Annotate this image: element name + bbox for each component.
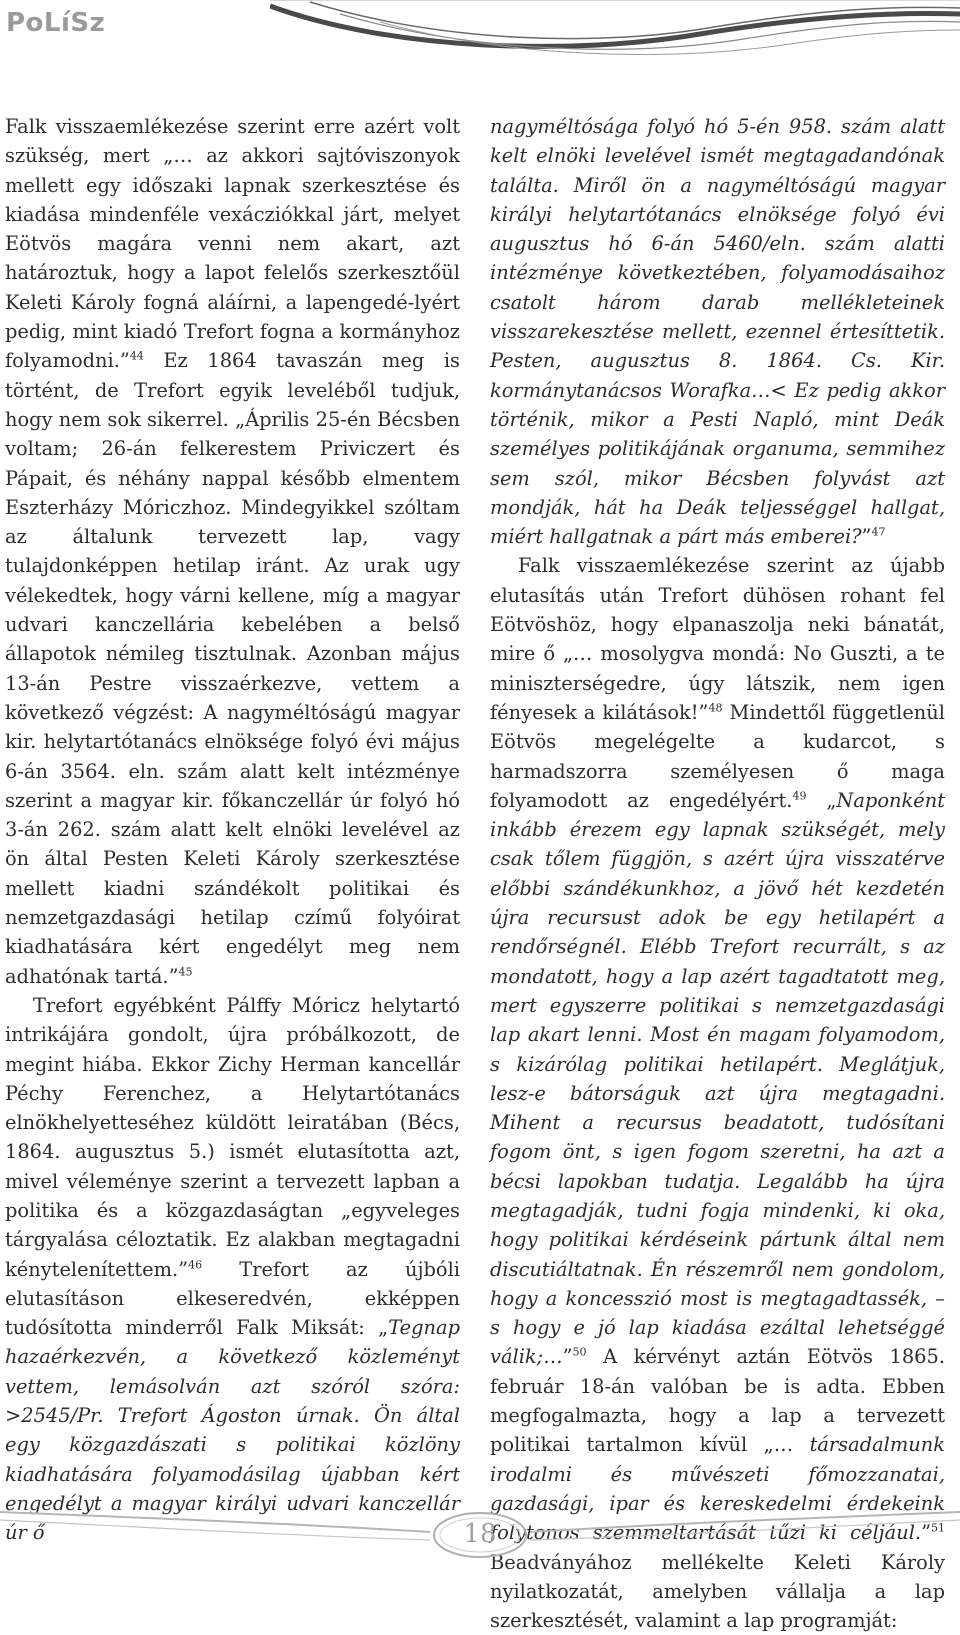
- text-run: Falk visszaemlékezése szerint erre azért volt szükség, mert „… az akkori sajtóviszonyok mellett egy időszaki lapnak szerkesztése és kiadása mindenféle vexácziókkal járt, melyet Eötvös magára venni nem akart, azt határoztuk, hogy a lapot felelős szerkesztőül Keleti Károly fogná aláírni, a lapengedé-lyért pedig, mint kiadó Trefort fogna a kormányhoz folyamodni.”: [5, 115, 460, 373]
- paragraph: [490, 112, 945, 551]
- footnote-ref: 51: [931, 1521, 945, 1535]
- text-run: Falk visszaemlékezése szerint az újabb elutasítás után Trefort dühösen rohant fel Eötvöshöz, hogy elpanaszolja neki bánatát, mire ő „… mosolygva mondá: No Guszti, a te miniszterségedre, úgy látszik, nem igen fényesek a kilátások!”: [490, 554, 945, 724]
- journal-logo: PoLíSz: [6, 8, 106, 38]
- italic-quote: Tegnap hazaérkezvén, a következő közleményt vettem, lemásolván azt szóról szóra: >2545/Pr. Trefort Ágoston úrnak. Ön által egy közgazdászati s politikai közlöny kiadhatására folyamodásilag újabban kért engedélyt a magyar királyi udvari kanczellár úr ő: [5, 1316, 460, 1545]
- footnote-ref: 44: [129, 349, 144, 363]
- paragraph: [5, 112, 460, 991]
- footnote-ref: 46: [188, 1258, 203, 1272]
- footnote-ref: 47: [871, 525, 886, 539]
- italic-quote: társadalmunk irodalmi és művészeti főmozzanatai, gazdasági, ipar és kereskedelmi érdekeink folytonos szemmeltartását tűzi ki céljául.: [490, 1433, 945, 1545]
- footnote-ref: 45: [178, 965, 193, 979]
- text-run: ”: [921, 1521, 931, 1545]
- header-swoosh-ornament: [270, 0, 960, 70]
- footnote-ref: 48: [708, 701, 723, 715]
- left-column: [5, 112, 460, 1548]
- right-column: [490, 112, 945, 1635]
- text-run: Ez 1864 tavaszán meg is történt, de Trefort egyik leveléből tudjuk, hogy nem sok sikerrel. „Április 25-én Bécsben voltam; 26-án felkerestem Priviczert és Pápait, és néhány nappal később elmentem Eszterházy Móriczhoz. Mindegyikkel szóltam az általunk tervezett lap, vagy tulajdonképpen hetilap iránt. Az urak ugy vélekedtek, hogy várni kellene, míg a magyar udvari kanczellária kebelében a belső állapotok némileg tisztulnak. Azonban május 13-án Pestre visszaérkezve, vettem a következő végzést: A nagyméltóságú magyar kir. helytartótanács elnöksége folyó évi május 6-án 3564. eln. szám alatt kelt intézménye szerint a magyar kir. főkanczellár úr folyó hó 3-án 262. szám alatt kelt elnöki levelével az ön által Pesten Keleti Károly szerkesztése mellett kiadni szándékolt politikai és nemzetgazdasági hetilap czímű folyóirat kiadhatására kért engedélyt meg nem adhatónak tartá.”: [5, 349, 460, 988]
- masthead: [0, 0, 960, 70]
- paragraph: [5, 991, 460, 1548]
- text-run: Mindettől függetlenül Eötvös megelégelte a kudarcot, s harmadszorra személyesen ő maga folyamodott az engedélyért.: [490, 700, 945, 812]
- text-run: „: [806, 788, 837, 812]
- text-run: A kérvényt aztán Eötvös 1865. február 18-án valóban be is adta. Ebben megfogalmazta, hogy a lap a tervezett politikai tartalmon kívül „…: [490, 1345, 945, 1457]
- text-run: Beadványához mellékelte Keleti Károly nyilatkozatát, amelyben vállalja a lap szerkesztését, valamint a lap programját:: [490, 1550, 945, 1633]
- paragraph: [490, 551, 945, 1635]
- text-run: Trefort egyébként Pálffy Móricz helytartó intrikájára gondolt, újra próbálkozott, de megint hiába. Ekkor Zichy Herman kancellár Péchy Ferenchez, a Helytartótanács elnökhelyetteséhez küldött leiratában (Bécs, 1864. augusztus 5.) ismét elutasította azt, mivel véleménye szerint a tervezett lapban a politika és a közgazdaságtan „egyveleges tárgyalása céloztatik. Ez alakban megtagadni kénytelenítettem.”: [5, 993, 460, 1281]
- italic-quote: nagyméltósága folyó hó 5-én 958. szám alatt kelt elnöki levelével ismét megtagadandónak találta. Miről ön a nagyméltóságú magyar királyi helytartótanács elnöksége folyó évi augusztus hó 6-án 5460/eln. szám alatti intézménye következtében, folyamodásaihoz csatolt három darab mellékleteinek visszarekesztése mellett, ezennel értesíttetik. Pesten, augusztus 8. 1864. Cs. Kir. kormánytanácsos Worafka…< Ez pedig akkor történik, mikor a Pesti Napló, mint Deák személyes politikájának organuma, semmihez sem szól, mikor Bécsben folyvást azt mondják, hát ha Deák teljességgel hallgat, miért hallgatnak a párt más emberei?: [490, 115, 945, 549]
- footnote-ref: 50: [572, 1346, 587, 1359]
- text-run: ”: [861, 525, 872, 549]
- footnote-ref: 49: [792, 789, 807, 803]
- text-run: Trefort az újbóli elutasításon elkeseredvén, ekképpen tudósította minderről Falk Miksát: „: [5, 1257, 460, 1340]
- page-number: 18: [463, 1519, 497, 1549]
- text-run: ”: [562, 1345, 573, 1369]
- italic-quote: Naponként inkább érezem egy lapnak szükségét, mely csak tőlem függjön, s azért újra visszatérve előbbi szándékunkhoz, a jövő hét kezdetén újra recursust adok be egy hetilapért a rendőrségnél. Elébb Trefort recurrált, s az mondatott, hogy a lap azért tagadtatott meg, mert egyszerre politikai s nemzetgazdasági lap akart lenni. Most én magam folyamodom, s kizárólag politikai hetilapért. Meglátjuk, lesz-e bátorságuk azt újra megtagadni. Mihent a recursus beadatott, tudósítani fogom önt, s igen fogom szeretni, ha azt a bécsi lapokban tudatja. Legalább ha újra megtagadják, tudni fogja mindenki, ki oka, hogy politikai kérdéseink pártunk által nem discutiáltatnak. Én részemről nem gondolom, hogy a koncesszió most is megtagadtassék, – s hogy e jó lap kiadása ezáltal lehetséggé válik;…: [490, 788, 945, 1369]
